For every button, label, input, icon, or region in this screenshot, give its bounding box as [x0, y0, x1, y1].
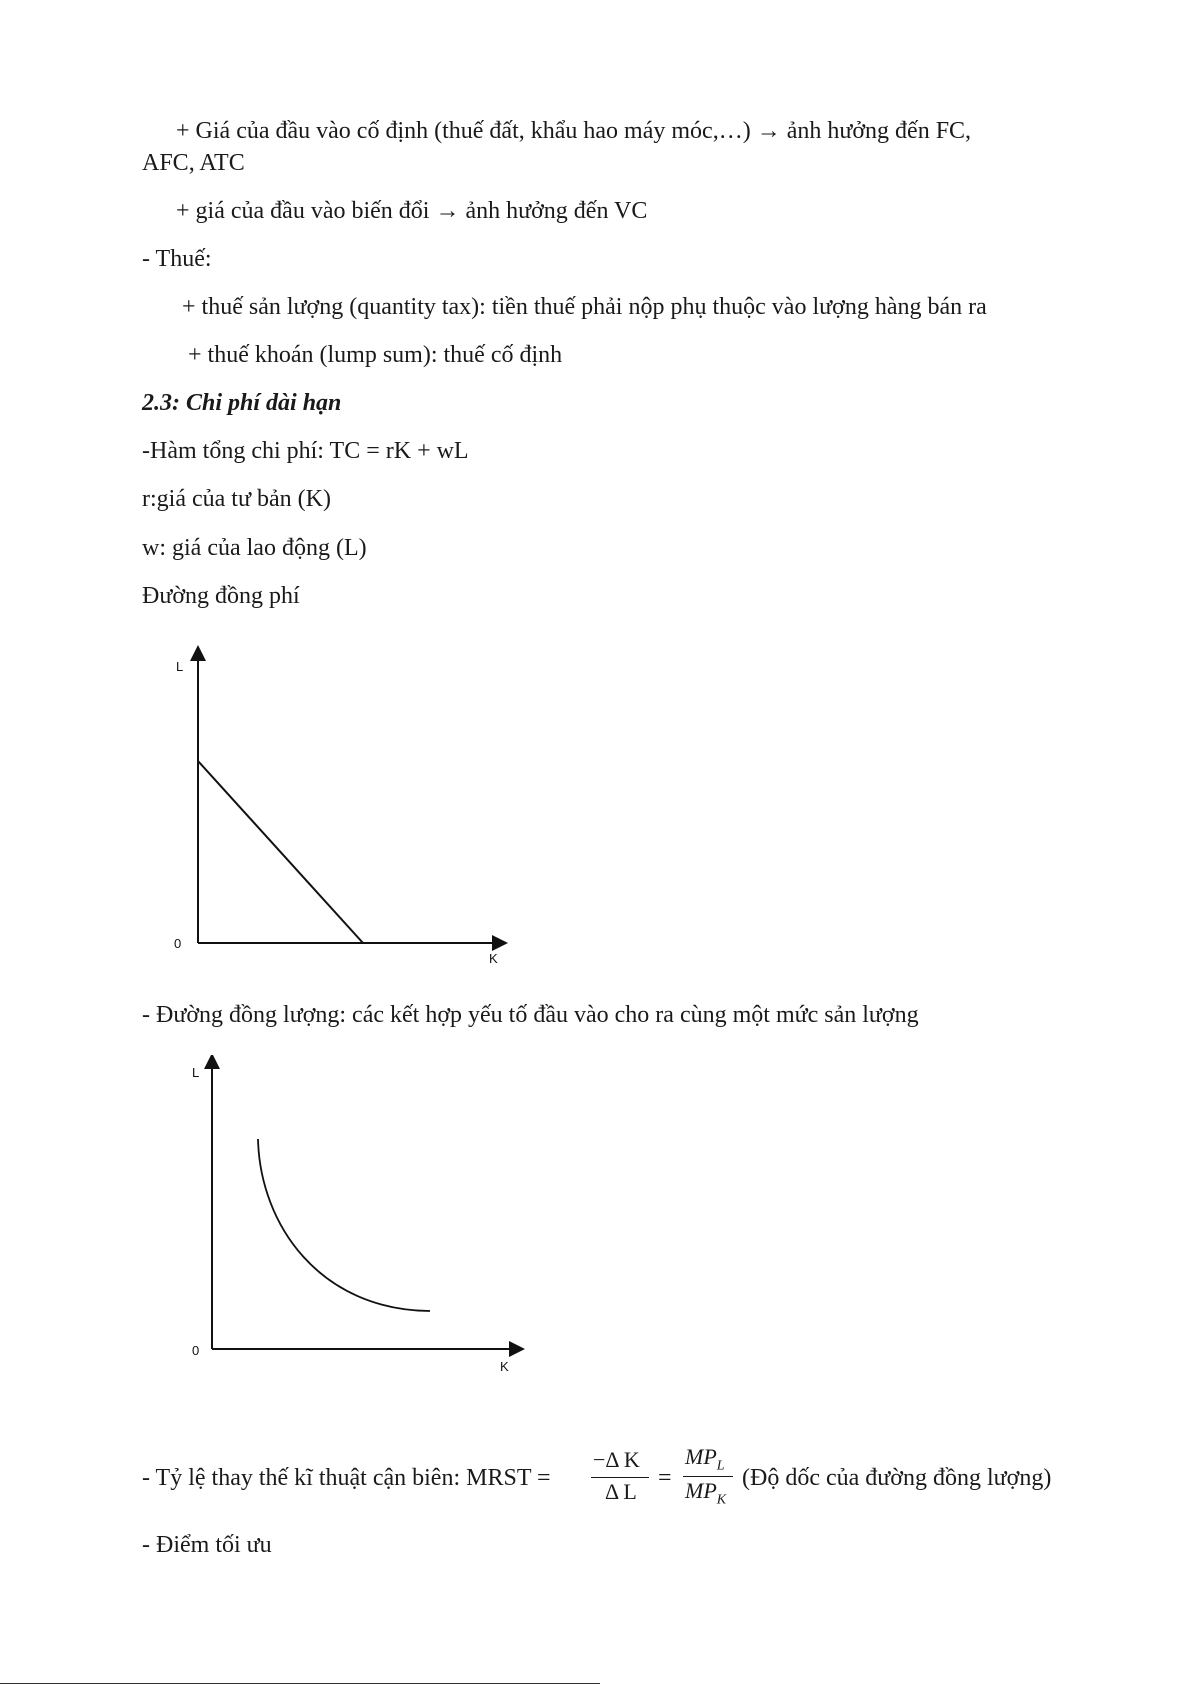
text-line-afc-atc: AFC, ATC	[142, 150, 245, 176]
fraction-numerator: −Δ K	[593, 1447, 640, 1472]
isoquant-figure	[180, 1055, 540, 1375]
text-line-isocost-title: Đường đồng phí	[142, 583, 300, 609]
text-line-quantity-tax: + thuế sản lượng (quantity tax): tiền thuế phải nộp phụ thuộc vào lượng hàng bán ra	[182, 294, 987, 320]
text-line-capital-price: r:giá của tư bản (K)	[142, 486, 331, 512]
isocost-line	[198, 761, 363, 943]
text-line-mrst: - Tỷ lệ thay thế kĩ thuật cận biên: MRST =	[142, 1465, 551, 1491]
text-line-mrst-slope: (Độ dốc của đường đồng lượng)	[742, 1465, 1052, 1491]
y-axis-label: L	[192, 1065, 200, 1080]
origin-label: 0	[192, 1343, 200, 1358]
footer-rule	[0, 1683, 600, 1684]
isocost-figure	[160, 645, 520, 975]
text-line-fixed-input: + Giá của đầu vào cố định (thuế đất, khẩu hao máy móc,…) → ảnh hưởng đến FC,	[176, 118, 972, 144]
origin-label: 0	[174, 936, 182, 951]
text-line-total-cost: -Hàm tổng chi phí: TC = rK + wL	[142, 438, 469, 464]
x-axis-label: K	[489, 951, 498, 966]
isoquant-curve	[258, 1139, 430, 1311]
x-axis-label: K	[500, 1359, 509, 1374]
text-line-variable-input: + giá của đầu vào biến đổi → ảnh hưởng đến VC	[176, 198, 648, 224]
fraction-bar	[683, 1476, 733, 1477]
text-line-lump-sum: + thuế khoán (lump sum): thuế cố định	[188, 342, 563, 368]
section-heading: 2.3: Chi phí dài hạn	[142, 390, 342, 416]
fraction-bar	[591, 1477, 649, 1478]
fraction-numerator: $MP_L$	[685, 1444, 725, 1474]
text-line-labor-price: w: giá của lao động (L)	[142, 535, 367, 561]
equals-sign: =	[658, 1465, 672, 1491]
fraction-denominator: Δ L	[605, 1479, 637, 1504]
text-line-isoquant: - Đường đồng lượng: các kết hợp yếu tố đầu vào cho ra cùng một mức sản lượng	[142, 1002, 919, 1028]
text-line-optimum: - Điểm tối ưu	[142, 1532, 272, 1558]
mrst-fraction-1	[591, 1447, 649, 1507]
mrst-fraction-2	[683, 1444, 733, 1508]
text-line-tax: - Thuế:	[142, 246, 212, 272]
y-axis-label: L	[176, 659, 184, 674]
fraction-denominator: $MP_K$	[685, 1478, 727, 1508]
